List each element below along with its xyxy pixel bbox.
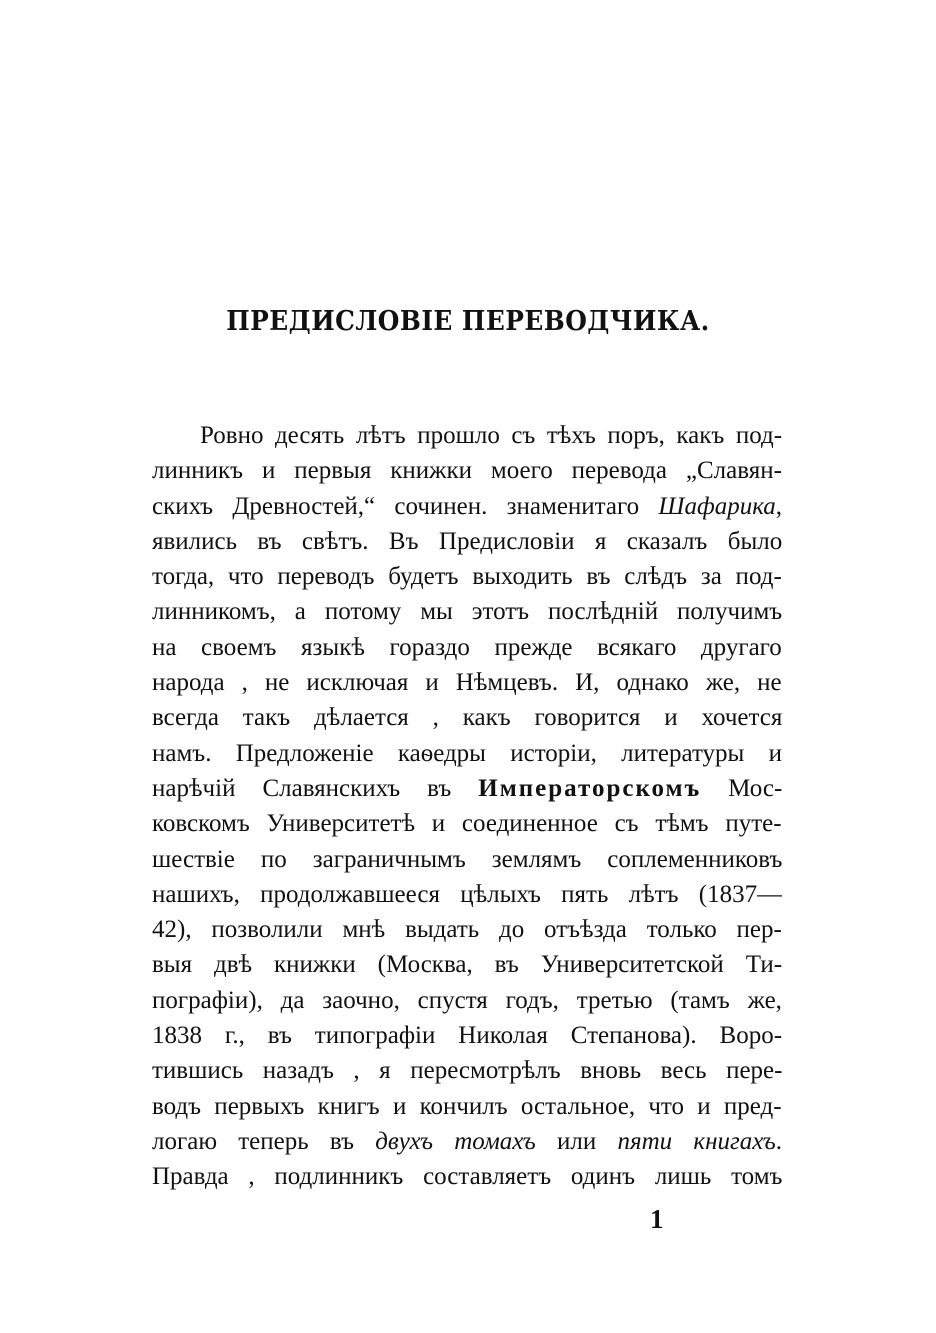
text-span: тившись назадъ , я пересмотрѣлъ вновь весь пере- bbox=[152, 1057, 782, 1085]
text-span: пографіи), да заочно, спустя годъ, третью (тамъ же, bbox=[152, 986, 782, 1014]
text-span: водъ первыхъ книгъ и кончилъ остальное, что и пред- bbox=[152, 1092, 782, 1120]
text-line bbox=[152, 630, 782, 665]
text-line bbox=[152, 983, 782, 1018]
text-line bbox=[152, 1159, 782, 1194]
text-line bbox=[152, 524, 782, 559]
text-line bbox=[152, 489, 782, 524]
text-span: Ровно десять лѣтъ прошло съ тѣхъ поръ, какъ под- bbox=[200, 422, 782, 449]
text-line bbox=[152, 771, 782, 806]
text-span: нарѣчій Славянскихъ въ bbox=[152, 774, 479, 802]
text-line bbox=[152, 453, 782, 488]
author-name-italic: Шафарика bbox=[658, 492, 776, 520]
text-span: народа , не исключая и Нѣмцевъ. И, однако же, не bbox=[152, 669, 782, 697]
text-line bbox=[152, 418, 782, 453]
text-line bbox=[152, 947, 782, 982]
text-line bbox=[152, 665, 782, 700]
text-line bbox=[152, 594, 782, 629]
text-span: . bbox=[775, 1127, 782, 1155]
page-number: 1 bbox=[650, 1204, 664, 1234]
text-line bbox=[152, 1124, 782, 1159]
text-span: Правда , подлинникъ составляетъ одинъ лишь томъ bbox=[152, 1163, 782, 1191]
text-line bbox=[152, 736, 782, 771]
imperial-spaced-word: Императорскомъ bbox=[478, 774, 702, 802]
text-span: 42), позволили мнѣ выдать до отъѣзда только пер- bbox=[152, 916, 782, 944]
text-span: нашихъ, продолжавшееся цѣлыхъ пять лѣтъ (1837— bbox=[152, 880, 782, 908]
text-line bbox=[152, 700, 782, 735]
text-line bbox=[152, 877, 782, 912]
italic-phrase: пяти книгахъ bbox=[617, 1127, 776, 1155]
text-span: , bbox=[775, 492, 782, 520]
text-span: 1838 г., въ типографіи Николая Степанова). Воро- bbox=[152, 1022, 782, 1050]
preface-paragraph bbox=[152, 418, 782, 1195]
text-span: шествіе по заграничнымъ землямъ соплеменниковъ bbox=[152, 845, 782, 873]
text-span: линникомъ, а потому мы этотъ послѣдній получимъ bbox=[152, 598, 782, 626]
text-line bbox=[152, 1018, 782, 1053]
text-span: ковскомъ Университетѣ и соединенное съ тѣмъ путе- bbox=[152, 810, 782, 838]
text-line bbox=[152, 912, 782, 947]
text-span: тогда, что переводъ будетъ выходить въ слѣдъ за под- bbox=[152, 563, 782, 591]
text-span: всегда такъ дѣлается , какъ говорится и хочется bbox=[152, 704, 782, 732]
text-line bbox=[152, 559, 782, 594]
text-line bbox=[152, 1089, 782, 1124]
text-line bbox=[152, 806, 782, 841]
text-span: Мос- bbox=[701, 774, 782, 802]
page-title: ПРЕДИСЛОВІЕ ПЕРЕВОДЧИКА. bbox=[226, 306, 710, 337]
text-span: скихъ Древностей,“ сочинен. знаменитаго bbox=[152, 492, 659, 520]
text-span: на своемъ языкѣ гораздо прежде всякаго другаго bbox=[152, 633, 782, 661]
italic-phrase: двухъ томахъ bbox=[375, 1127, 536, 1155]
text-line bbox=[152, 842, 782, 877]
text-line bbox=[152, 1053, 782, 1088]
text-span: намъ. Предложеніе каѳедры исторіи, литературы и bbox=[152, 739, 782, 767]
text-span: выя двѣ книжки (Москва, въ Университетской Ти- bbox=[152, 951, 782, 979]
text-span: явились въ свѣтъ. Въ Предисловіи я сказалъ было bbox=[152, 527, 782, 555]
text-span: логаю теперь въ bbox=[152, 1127, 376, 1155]
text-span: линникъ и первыя книжки моего перевода „Славян- bbox=[152, 457, 782, 485]
text-span: или bbox=[535, 1127, 618, 1155]
